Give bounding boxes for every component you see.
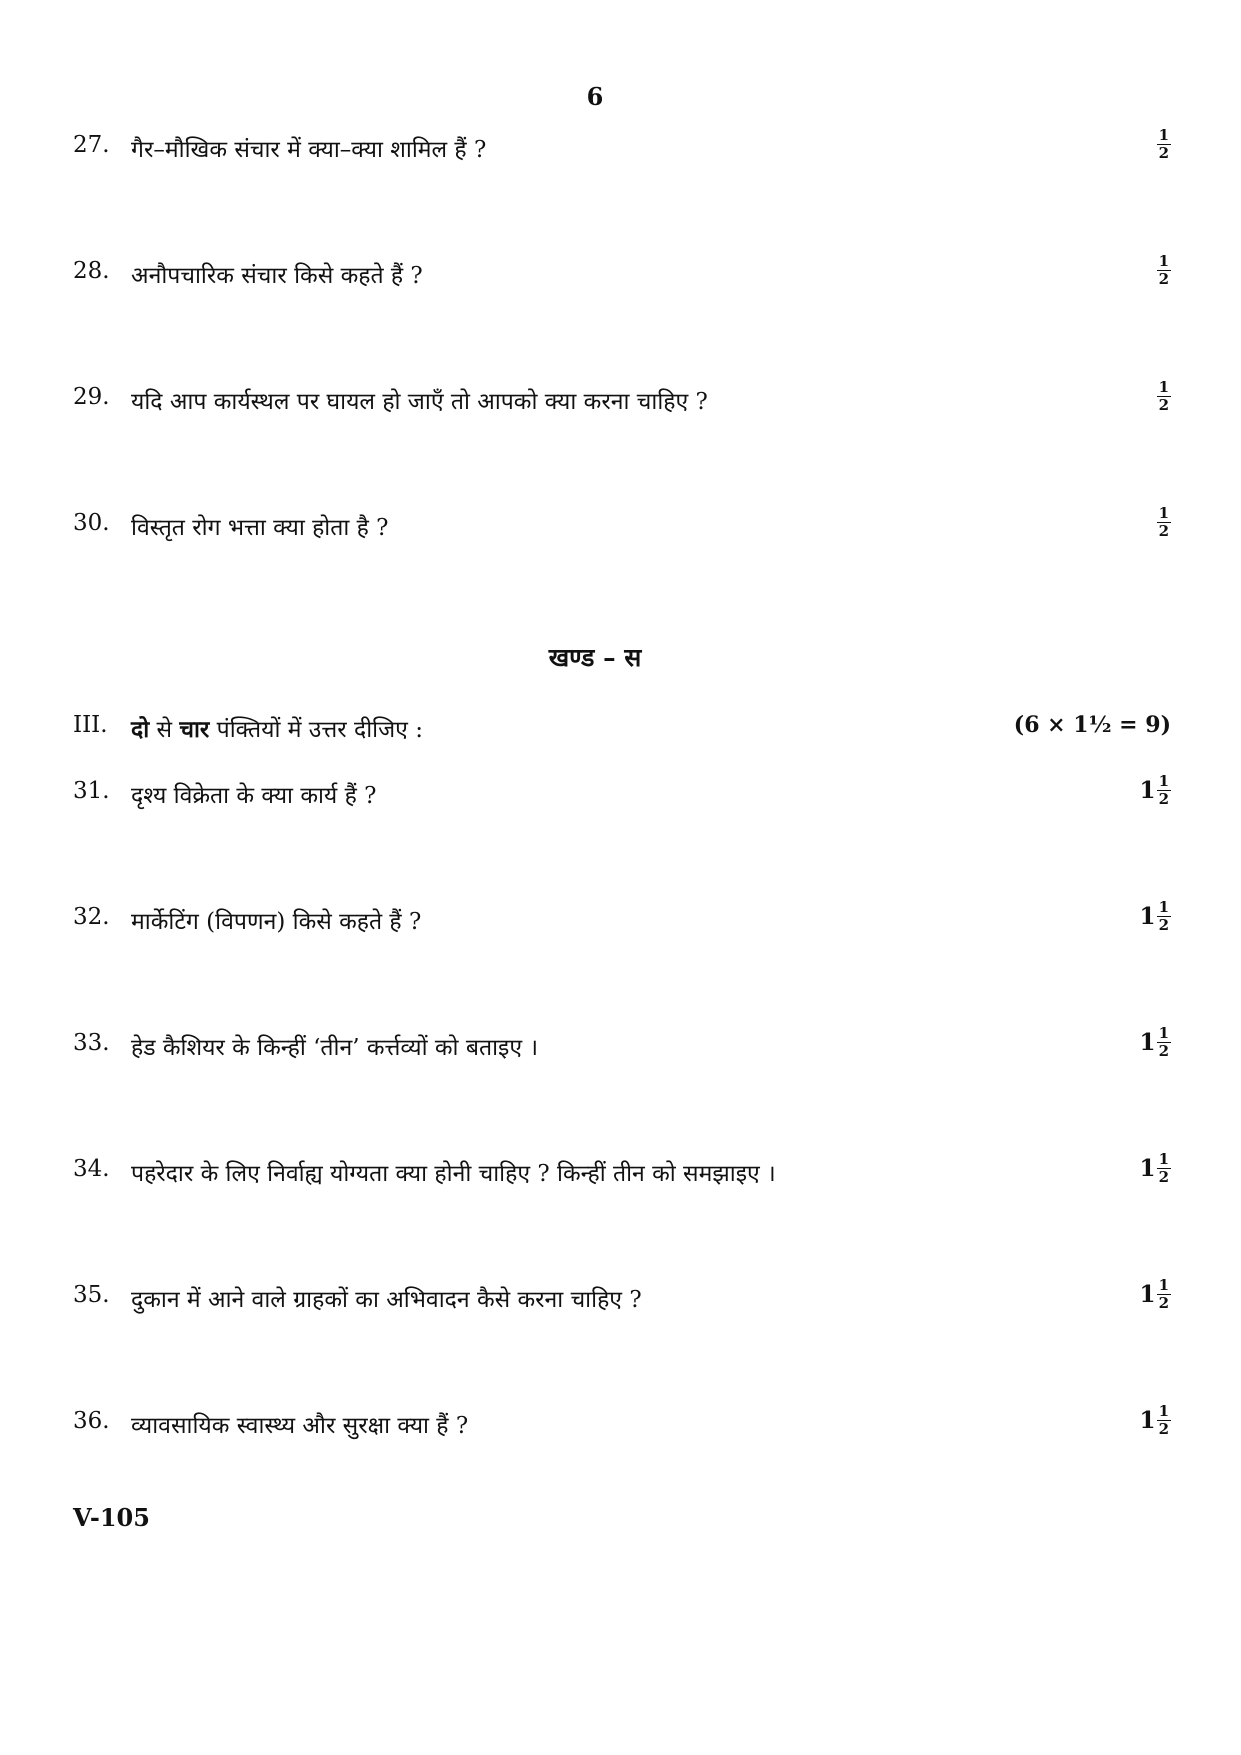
marks-denominator: 2	[1158, 396, 1169, 414]
marks-denominator: 2	[1158, 1042, 1169, 1060]
marks-whole: 1	[1139, 1407, 1156, 1434]
instruction-bold-four: चार	[179, 716, 210, 743]
question-text: गैर–मौखिक संचार में क्या–क्या शामिल हैं ?	[131, 137, 487, 163]
question-30	[73, 506, 1171, 550]
section-instruction	[73, 712, 1171, 752]
question-number: 36.	[73, 1408, 110, 1434]
marks-denominator: 2	[1158, 522, 1169, 540]
marks-mixed-fraction	[1140, 900, 1171, 933]
question-number: 35.	[73, 1282, 110, 1308]
question-text: व्यावसायिक स्वास्थ्य और सुरक्षा क्या हैं ?	[131, 1413, 469, 1439]
marks-denominator: 2	[1158, 916, 1169, 934]
marks-mixed-fraction	[1140, 1404, 1171, 1437]
instruction-connector: से	[149, 717, 180, 743]
question-27	[73, 128, 1171, 172]
marks-mixed-fraction	[1140, 1278, 1171, 1311]
marks-numerator: 1	[1158, 1024, 1169, 1042]
marks-whole: 1	[1139, 1155, 1156, 1182]
section-roman-number: III.	[73, 712, 108, 738]
question-text: विस्तृत रोग भत्ता क्या होता है ?	[131, 515, 389, 541]
question-33	[73, 1026, 1171, 1070]
marks-numerator: 1	[1158, 126, 1169, 144]
marks-whole: 1	[1139, 1029, 1156, 1056]
marks-whole: 1	[1139, 1281, 1156, 1308]
question-36	[73, 1404, 1171, 1448]
marks-denominator: 2	[1158, 270, 1169, 288]
question-text: पहरेदार के लिए निर्वाह्य योग्यता क्या होनी चाहिए ? किन्हीं तीन को समझाइए ।	[131, 1161, 776, 1187]
question-number: 33.	[73, 1030, 110, 1056]
question-text: मार्केटिंग (विपणन) किसे कहते हैं ?	[131, 909, 422, 935]
instruction-text	[131, 712, 423, 744]
marks-fraction	[1157, 506, 1171, 539]
marks-fraction	[1157, 254, 1171, 287]
question-number: 30.	[73, 510, 110, 536]
marks-denominator: 2	[1158, 1168, 1169, 1186]
marks-numerator: 1	[1158, 504, 1169, 522]
question-number: 28.	[73, 258, 110, 284]
marks-whole: 1	[1139, 903, 1156, 930]
question-28	[73, 254, 1171, 298]
page-number: 6	[586, 82, 604, 111]
question-text: अनौपचारिक संचार किसे कहते हैं ?	[131, 263, 423, 289]
instruction-bold-two: दो	[131, 716, 150, 743]
marks-fraction	[1157, 380, 1171, 413]
marks-whole: 1	[1139, 777, 1156, 804]
question-number: 27.	[73, 132, 110, 158]
question-number: 32.	[73, 904, 110, 930]
marks-fraction	[1157, 128, 1171, 161]
section-total-marks: (6 × 1½ = 9)	[1013, 712, 1171, 738]
question-32	[73, 900, 1171, 944]
paper-code: V-105	[73, 1503, 150, 1532]
question-number: 34.	[73, 1156, 110, 1182]
marks-denominator: 2	[1158, 144, 1169, 162]
question-text: हेड कैशियर के किन्हीं ‘तीन’ कर्त्तव्यों को बताइए ।	[131, 1035, 539, 1061]
marks-numerator: 1	[1158, 378, 1169, 396]
instruction-rest: पंक्तियों में उत्तर दीजिए :	[209, 717, 423, 743]
marks-mixed-fraction	[1140, 774, 1171, 807]
marks-numerator: 1	[1158, 1402, 1169, 1420]
question-text: दुकान में आने वाले ग्राहकों का अभिवादन कैसे करना चाहिए ?	[131, 1287, 642, 1313]
question-31	[73, 774, 1171, 818]
marks-mixed-fraction	[1140, 1026, 1171, 1059]
marks-denominator: 2	[1158, 1420, 1169, 1438]
marks-numerator: 1	[1158, 252, 1169, 270]
marks-denominator: 2	[1158, 1294, 1169, 1312]
marks-numerator: 1	[1158, 772, 1169, 790]
marks-denominator: 2	[1158, 790, 1169, 808]
marks-numerator: 1	[1158, 898, 1169, 916]
marks-mixed-fraction	[1140, 1152, 1171, 1185]
marks-numerator: 1	[1158, 1276, 1169, 1294]
question-text: यदि आप कार्यस्थल पर घायल हो जाएँ तो आपको क्या करना चाहिए ?	[131, 389, 708, 415]
section-title: खण्ड – स	[548, 643, 642, 672]
question-29	[73, 380, 1171, 424]
question-34	[73, 1152, 1171, 1196]
marks-numerator: 1	[1158, 1150, 1169, 1168]
question-number: 29.	[73, 384, 110, 410]
question-35	[73, 1278, 1171, 1322]
question-number: 31.	[73, 778, 110, 804]
question-text: दृश्य विक्रेता के क्या कार्य हैं ?	[131, 783, 377, 809]
